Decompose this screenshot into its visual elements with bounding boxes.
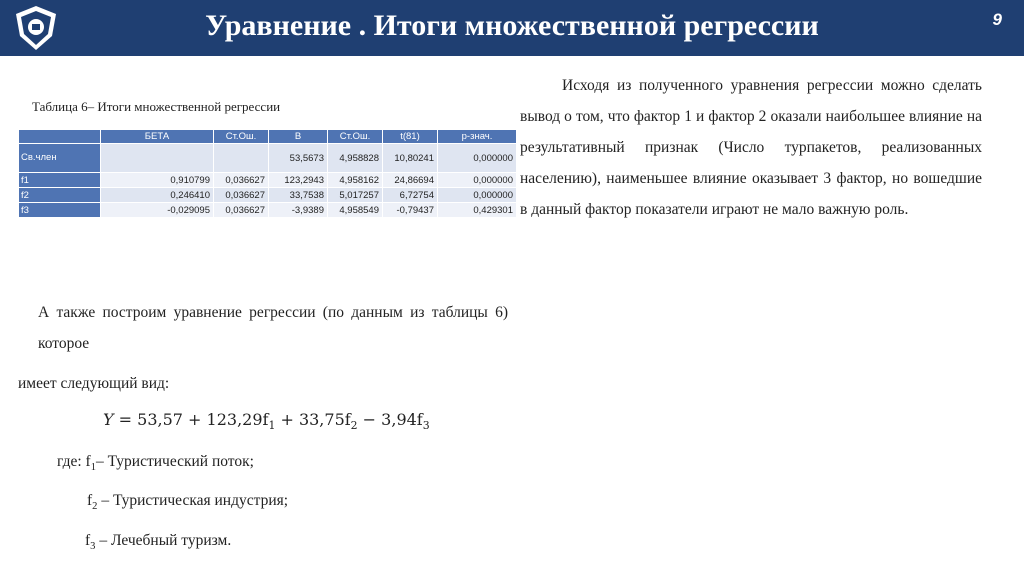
- legend-subscript: 3: [90, 541, 96, 553]
- row-header: Св.член: [19, 144, 101, 173]
- header-bar: [0, 0, 1024, 56]
- table-row: [19, 173, 517, 188]
- table-cell: 33,7538: [269, 188, 328, 203]
- legend-f2: [87, 491, 288, 517]
- legend-subscript: 2: [92, 501, 98, 513]
- table-cell: 123,2943: [269, 173, 328, 188]
- header-cell: t(81): [383, 130, 438, 144]
- table-cell: [214, 144, 269, 173]
- table-cell: 0,000000: [438, 188, 517, 203]
- legend-text: – Туристический поток;: [95, 453, 254, 470]
- table-cell: 4,958828: [328, 144, 383, 173]
- table-cell: 0,910799: [101, 173, 214, 188]
- page-title: Уравнение . Итоги множественной регрессии: [205, 9, 819, 42]
- legend-f1: [57, 452, 254, 478]
- intro-paragraph: А также построим уравнение регрессии (по данным из таблицы 6) которое: [38, 304, 508, 352]
- header-cell: [19, 130, 101, 144]
- legend-f3: [85, 531, 231, 557]
- table-cell: -3,9389: [269, 203, 328, 218]
- header-cell: Ст.Ош.: [214, 130, 269, 144]
- table-cell: -0,029095: [101, 203, 214, 218]
- table-cell: 4,958162: [328, 173, 383, 188]
- header-cell: B: [269, 130, 328, 144]
- equation-term: + 33,75f: [275, 410, 351, 429]
- table-cell: 10,80241: [383, 144, 438, 173]
- table-cell: 0,246410: [101, 188, 214, 203]
- equation-subscript: 3: [422, 419, 430, 433]
- table-cell: [101, 144, 214, 173]
- table-caption: Таблица 6– Итоги множественной регрессии: [32, 99, 281, 114]
- table-cell: 24,86694: [383, 173, 438, 188]
- equation-y: Y: [103, 410, 114, 429]
- equation-subscript: 2: [350, 419, 358, 433]
- equation-subscript: 1: [268, 419, 276, 433]
- table-header-row: [19, 130, 517, 144]
- legend-prefix: где: f: [57, 453, 91, 470]
- table-cell: 0,036627: [214, 188, 269, 203]
- regression-equation: [103, 410, 430, 432]
- header-cell: БЕТА: [101, 130, 214, 144]
- legend-prefix: f: [87, 492, 93, 509]
- table-row: [19, 203, 517, 218]
- header-cell: Ст.Ош.: [328, 130, 383, 144]
- legend-text: – Туристическая индустрия;: [97, 492, 289, 509]
- table-row: [19, 188, 517, 203]
- conclusion-paragraph: Исходя из полученного уравнения регрессии можно сделать вывод о том, что фактор 1 и фактор 2 оказали наибольшее влияние на результативный признак (Число турпакетов, реализованных населению), наименьшее влияние оказывает 3 фактор, но вошедшие в данный фактор показатели играют не мало важную роль.: [520, 77, 982, 218]
- legend-prefix: f: [85, 532, 91, 549]
- table-cell: 6,72754: [383, 188, 438, 203]
- table-cell: 0,429301: [438, 203, 517, 218]
- page-number: 9: [992, 10, 1002, 29]
- row-header: f1: [19, 173, 101, 188]
- row-header: f3: [19, 203, 101, 218]
- table-cell: 0,036627: [214, 173, 269, 188]
- table-cell: 4,958549: [328, 203, 383, 218]
- table-cell: 0,036627: [214, 203, 269, 218]
- table-cell: 53,5673: [269, 144, 328, 173]
- equation-term: = 53,57 + 123,29f: [113, 410, 269, 429]
- table-cell: -0,79437: [383, 203, 438, 218]
- intro-line: имеет следующий вид:: [18, 375, 170, 392]
- legend-text: – Лечебный туризм.: [95, 532, 232, 549]
- header-cell: p-знач.: [438, 130, 517, 144]
- table-cell: 0,000000: [438, 144, 517, 173]
- table-cell: 5,017257: [328, 188, 383, 203]
- regression-table: [18, 129, 517, 218]
- legend-subscript: 1: [90, 462, 96, 474]
- table-row: [19, 144, 517, 173]
- equation-term: − 3,94f: [357, 410, 423, 429]
- row-header: f2: [19, 188, 101, 203]
- table-cell: 0,000000: [438, 173, 517, 188]
